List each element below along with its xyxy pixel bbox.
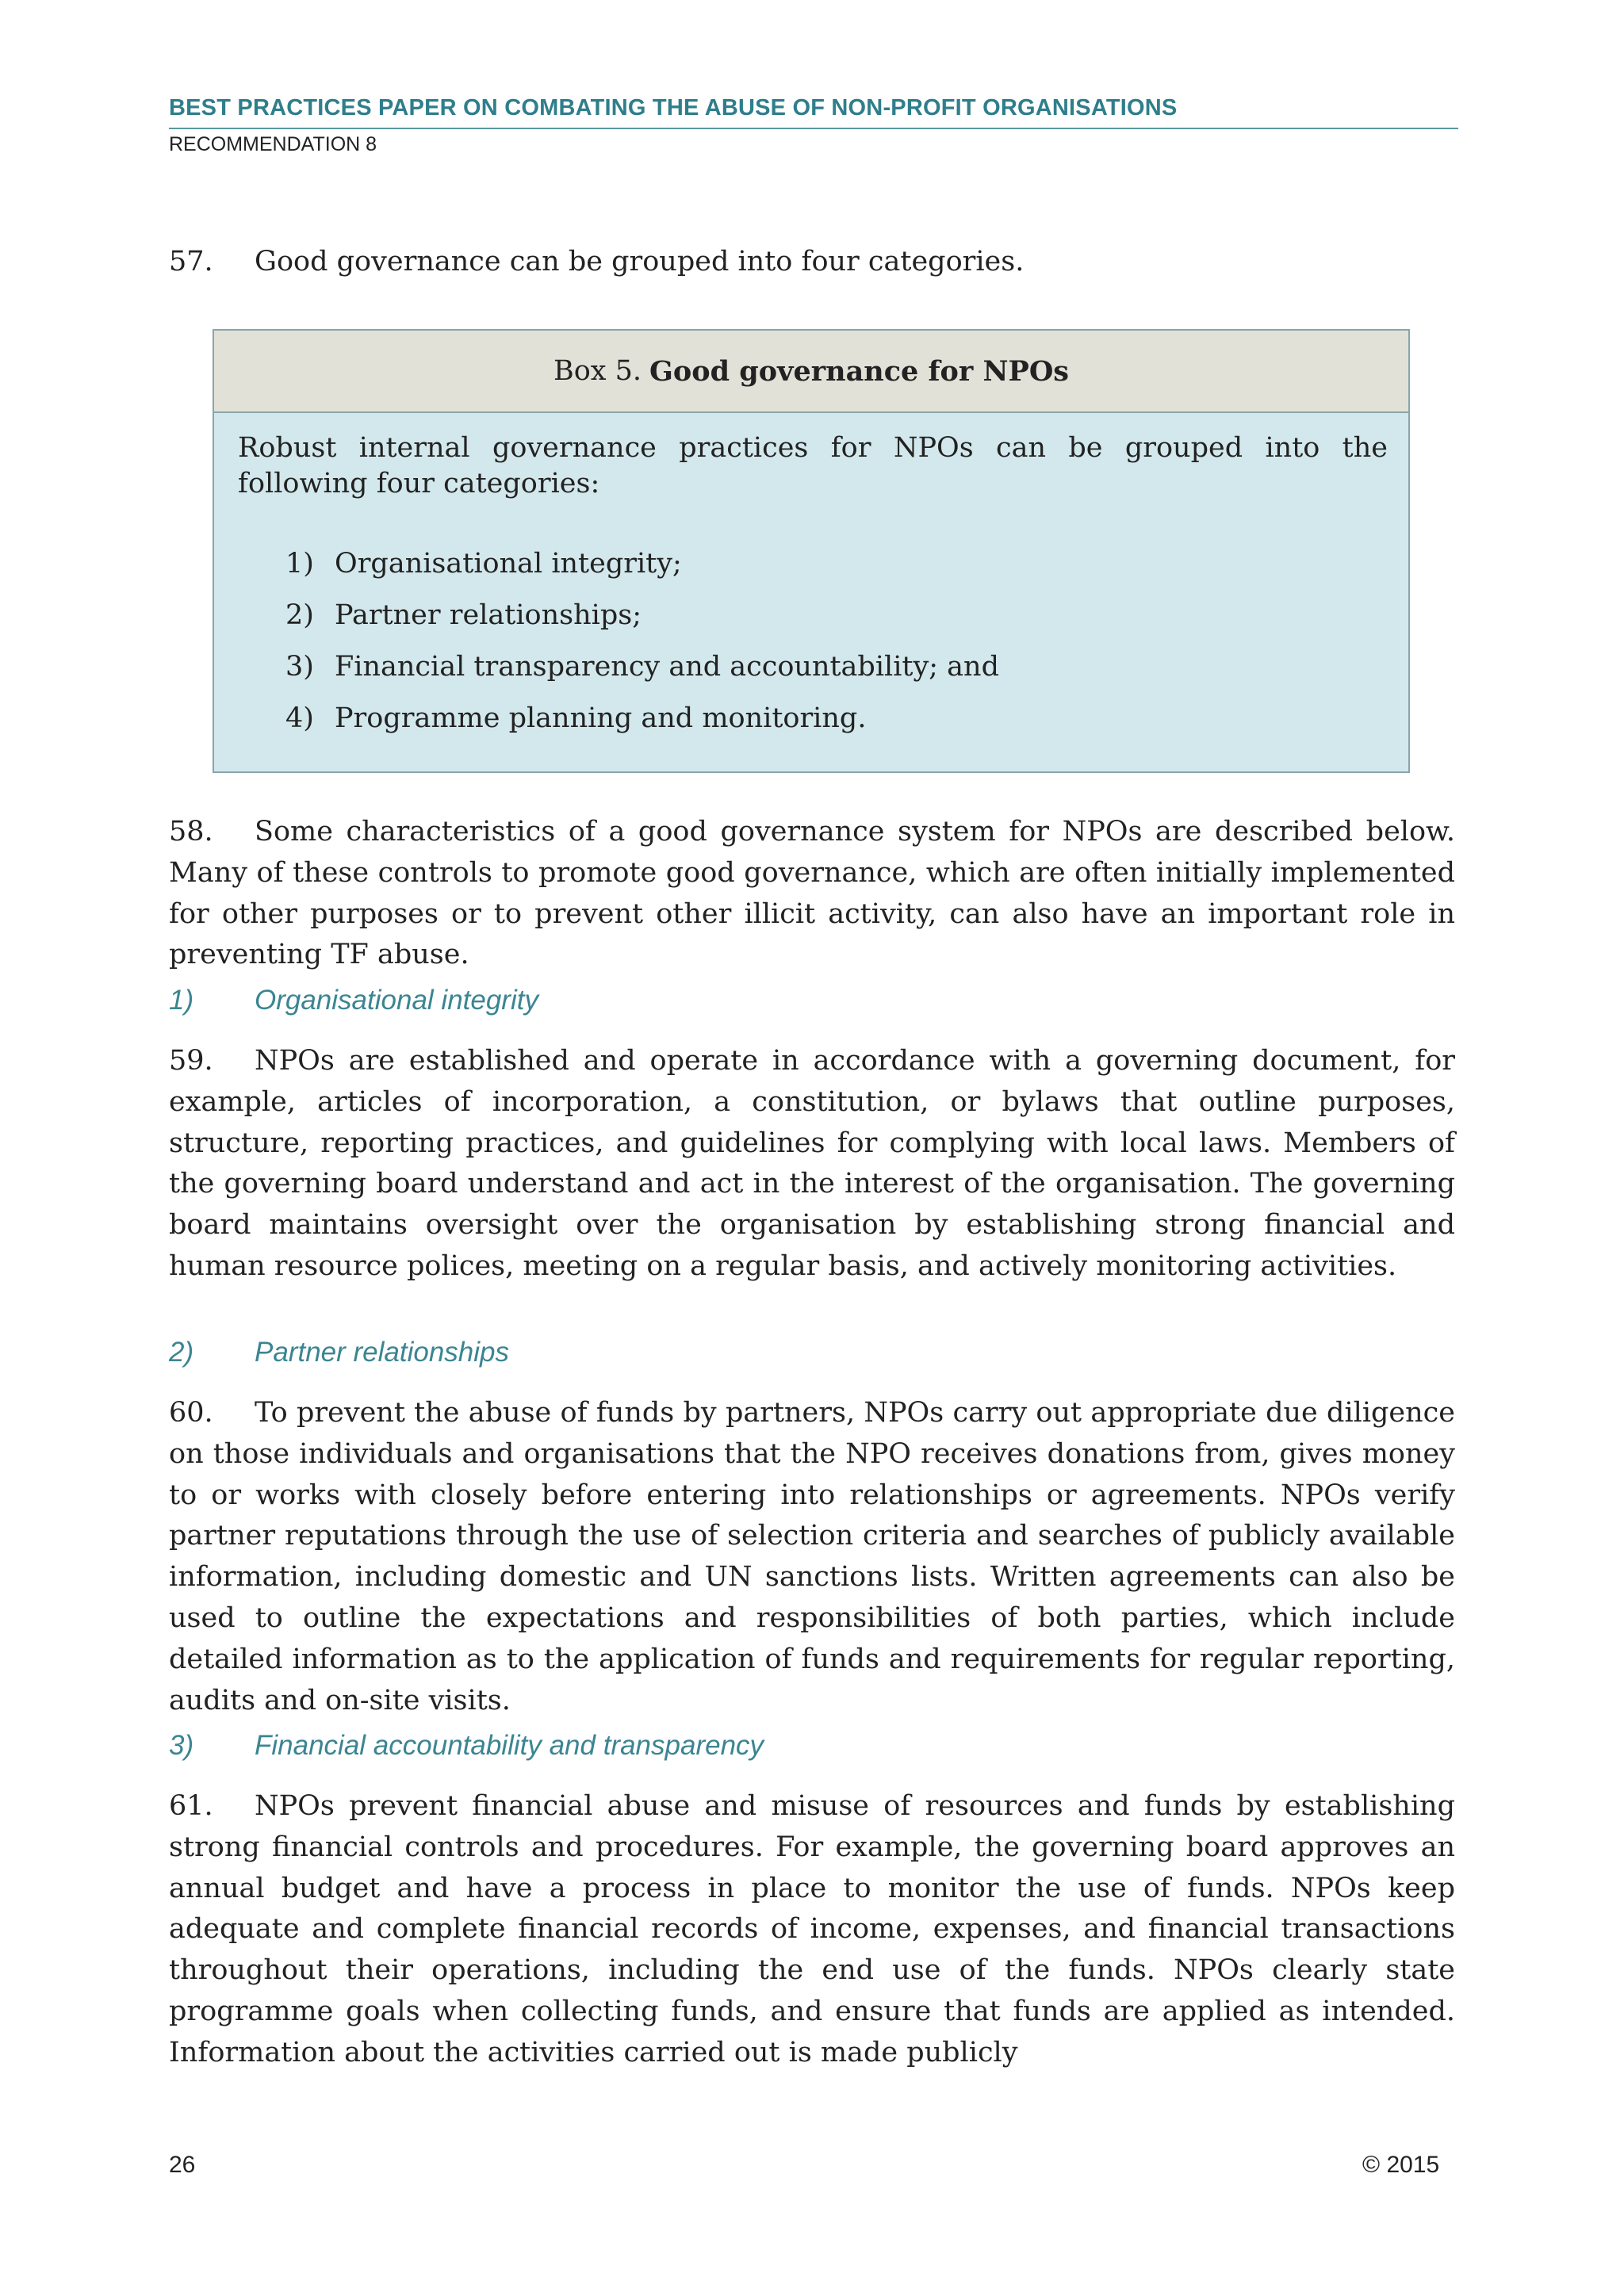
- section-number: 3): [169, 1730, 194, 1761]
- section-heading-1: [169, 985, 538, 1016]
- box-list-item: [285, 649, 999, 685]
- paragraph-number: 58.: [169, 816, 213, 848]
- box-title: Good governance for NPOs: [649, 354, 1070, 388]
- box-list-item: [285, 701, 866, 737]
- box-list-item: [285, 546, 682, 582]
- section-heading-2: [169, 1337, 509, 1368]
- list-text: Programme planning and monitoring.: [335, 702, 867, 734]
- list-text: Financial transparency and accountability; and: [335, 651, 999, 683]
- paragraph-text: To prevent the abuse of funds by partners, NPOs carry out appropriate due diligence on those individuals and organisations that the NPO receives donations from, gives money to or works with closely before entering into relationships or agreements. NPOs verify partner reputations through the use of selection criteria and searches of publicly available information, including domestic and UN sanctions lists. Written agreements can also be used to outline the expectations and responsibilities of both parties, which include detailed information as to the application of funds and requirements for regular reporting, audits and on-site visits.: [169, 1397, 1455, 1716]
- box-5: [213, 329, 1410, 773]
- box-label: Box 5.: [553, 355, 642, 387]
- paragraph-text: Good governance can be grouped into four categories.: [255, 246, 1025, 277]
- list-text: Partner relationships;: [335, 599, 642, 631]
- section-title: Financial accountability and transparency: [255, 1730, 764, 1761]
- copyright: © 2015: [1362, 2152, 1440, 2178]
- section-number: 1): [169, 985, 194, 1016]
- paragraph-60: [169, 1393, 1455, 1721]
- paragraph-text: NPOs are established and operate in accordance with a governing document, for example, articles of incorporation, a constitution, or bylaws that outline purposes, structure, reporting practices, and guidelines for complying with local laws. Members of the governing board understand and act in the interest of the organisation. The governing board maintains oversight over the organisation by establishing strong financial and human resource polices, meeting on a regular basis, and actively monitoring activities.: [169, 1045, 1455, 1282]
- page-number: 26: [169, 2152, 196, 2178]
- section-title: Partner relationships: [255, 1337, 509, 1368]
- section-number: 2): [169, 1337, 194, 1368]
- paragraph-59: [169, 1041, 1455, 1288]
- section-heading-3: [169, 1730, 764, 1762]
- box-header: [214, 331, 1408, 413]
- box-intro: Robust internal governance practices for NPOs can be grouped into the following four categories:: [238, 432, 1388, 499]
- paragraph-text: Some characteristics of a good governance system for NPOs are described below. Many of these controls to promote good governance, which are often initially implemented for other purposes or to prevent other illicit activity, can also have an important role in preventing TF abuse.: [169, 816, 1455, 971]
- header-divider: [169, 128, 1458, 129]
- paragraph-number: 59.: [169, 1045, 213, 1077]
- paragraph-58: [169, 812, 1455, 976]
- box-list-item: [285, 598, 642, 633]
- header-subtitle: RECOMMENDATION 8: [169, 133, 377, 155]
- list-number: 2): [285, 599, 314, 631]
- list-number: 4): [285, 702, 314, 734]
- list-number: 1): [285, 548, 314, 580]
- list-text: Organisational integrity;: [335, 548, 682, 580]
- paragraph-number: 61.: [169, 1790, 213, 1822]
- header-title: BEST PRACTICES PAPER ON COMBATING THE ABUSE OF NON-PROFIT ORGANISATIONS: [169, 95, 1178, 121]
- section-title: Organisational integrity: [255, 985, 538, 1016]
- paragraph-text: NPOs prevent financial abuse and misuse of resources and funds by establishing strong financial controls and procedures. For example, the governing board approves an annual budget and have a process in place to monitor the use of funds. NPOs keep adequate and complete financial records of income, expenses, and financial transactions throughout their operations, including the end use of the funds. NPOs clearly state programme goals when collecting funds, and ensure that funds are applied as intended. Information about the activities carried out is made publicly: [169, 1790, 1455, 2068]
- list-number: 3): [285, 651, 314, 683]
- paragraph-number: 60.: [169, 1397, 213, 1429]
- paragraph-57: [169, 242, 1455, 283]
- paragraph-number: 57.: [169, 246, 213, 277]
- paragraph-61: [169, 1786, 1455, 2074]
